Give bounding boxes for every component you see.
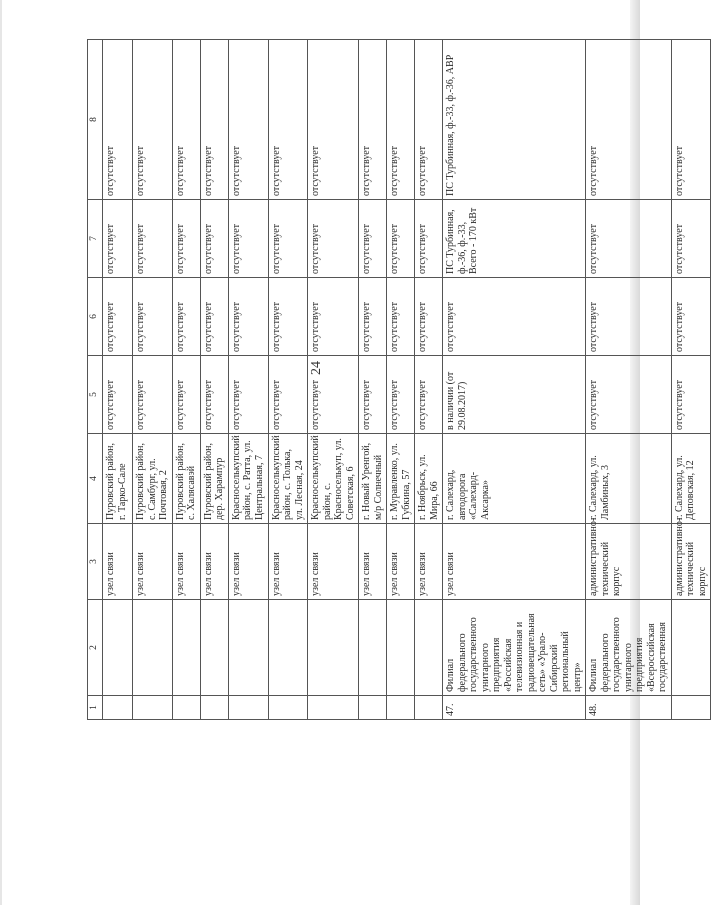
organization-cell xyxy=(172,600,200,696)
column5-cell: отсутствует xyxy=(103,356,133,434)
column6-cell: отсутствует xyxy=(228,278,268,356)
column8-cell: отсутствует xyxy=(103,40,133,200)
column8-cell: отсутствует xyxy=(228,40,268,200)
column5-cell: отсутствует xyxy=(200,356,228,434)
column7-cell: отсутствует xyxy=(228,200,268,278)
object-type-cell: узел связи xyxy=(415,524,443,600)
column6-cell: отсутствует xyxy=(200,278,228,356)
column5-cell: отсутствует xyxy=(228,356,268,434)
address-cell: Пуровский район, дер. Харампур xyxy=(200,434,228,524)
table-row xyxy=(133,40,173,720)
object-type-cell: узел связи xyxy=(103,524,133,600)
column5-cell: отсутствует xyxy=(586,356,672,434)
row-number: 48. xyxy=(586,696,672,720)
column-number-4: 4 xyxy=(88,434,103,524)
column-number-5: 5 xyxy=(88,356,103,434)
column-number-7: 7 xyxy=(88,200,103,278)
row-number xyxy=(359,696,387,720)
column6-cell: отсутствует xyxy=(671,278,711,356)
address-cell: г. Салехард, ул. Деповская, 12 xyxy=(671,434,711,524)
column-number-6: 6 xyxy=(88,278,103,356)
column8-cell: отсутствует xyxy=(133,40,173,200)
table-row xyxy=(387,40,415,720)
column6-cell: отсутствует xyxy=(415,278,443,356)
table-row xyxy=(103,40,133,720)
table-row xyxy=(671,40,711,720)
column-number-3: 3 xyxy=(88,524,103,600)
column-number-8: 8 xyxy=(88,40,103,200)
column8-cell: отсутствует xyxy=(200,40,228,200)
address-cell: г. Новый Уренгой, м/р Солнечный xyxy=(359,434,387,524)
organization-cell xyxy=(387,600,415,696)
organization-cell xyxy=(268,600,308,696)
object-type-cell: узел связи xyxy=(172,524,200,600)
organization-cell xyxy=(103,600,133,696)
column7-cell: отсутствует xyxy=(586,200,672,278)
column6-cell: отсутствует xyxy=(586,278,672,356)
column7-cell: отсутствует xyxy=(103,200,133,278)
table-row xyxy=(586,40,672,720)
object-type-cell: административно-технический корпус xyxy=(586,524,672,600)
column8-cell: отсутствует xyxy=(415,40,443,200)
row-number xyxy=(268,696,308,720)
object-type-cell: узел связи xyxy=(228,524,268,600)
column5-cell: отсутствует xyxy=(133,356,173,434)
table-container xyxy=(87,40,708,720)
column6-cell: отсутствует xyxy=(359,278,387,356)
row-number xyxy=(228,696,268,720)
address-cell: г. Салехард, автодорога «Салехард-Аксарка» xyxy=(443,434,586,524)
column5-cell: отсутствует xyxy=(308,356,359,434)
column8-cell: отсутствует xyxy=(308,40,359,200)
table-row xyxy=(228,40,268,720)
column7-cell: ПС Турбинная, ф.-36, ф.-33, Всего - 170 кВт xyxy=(443,200,586,278)
address-cell: Красноселькупский район, с. Красноселькуп, ул. Советская, 6 xyxy=(308,434,359,524)
column5-cell: отсутствует xyxy=(359,356,387,434)
column5-cell: отсутствует xyxy=(415,356,443,434)
address-cell: г. Ноябрьск, ул. Мира, 66 xyxy=(415,434,443,524)
address-cell: Пуровский район, с. Самбург, ул. Почтовая, 2 xyxy=(133,434,173,524)
column7-cell: отсутствует xyxy=(200,200,228,278)
address-cell: Красноселькупский район, с. Толька, ул. Лесная, 24 xyxy=(268,434,308,524)
row-number xyxy=(200,696,228,720)
column6-cell: отсутствует xyxy=(133,278,173,356)
address-cell: Пуровский район, г. Тарко-Сале xyxy=(103,434,133,524)
table-row xyxy=(443,40,586,720)
column8-cell: отсутствует xyxy=(671,40,711,200)
column7-cell: отсутствует xyxy=(268,200,308,278)
column6-cell: отсутствует xyxy=(387,278,415,356)
row-number: 47. xyxy=(443,696,586,720)
table-row xyxy=(359,40,387,720)
table-header-row xyxy=(88,40,103,720)
address-cell: г. Салехард, ул. Ламбиных, 3 xyxy=(586,434,672,524)
organization-cell xyxy=(671,600,711,696)
column-number-2: 2 xyxy=(88,600,103,696)
object-type-cell: узел связи xyxy=(308,524,359,600)
column7-cell: отсутствует xyxy=(415,200,443,278)
column8-cell: ПС Турбинная, ф.-33, ф.-36, АВР xyxy=(443,40,586,200)
scan-edge-left xyxy=(0,0,2,905)
column5-cell: отсутствует xyxy=(172,356,200,434)
column8-cell: отсутствует xyxy=(172,40,200,200)
column6-cell: отсутствует xyxy=(172,278,200,356)
organization-cell xyxy=(415,600,443,696)
row-number xyxy=(415,696,443,720)
object-type-cell: узел связи xyxy=(387,524,415,600)
column6-cell: отсутствует xyxy=(308,278,359,356)
organization-cell: Филиал федерального государственного унитарного предприятия «Всероссийская государственная xyxy=(586,600,672,696)
table-row xyxy=(172,40,200,720)
address-cell: Пуровский район, с. Халясавэй xyxy=(172,434,200,524)
organization-cell xyxy=(308,600,359,696)
row-number xyxy=(387,696,415,720)
column6-cell: отсутствует xyxy=(103,278,133,356)
address-cell: г. Муравленко, ул. Губкина, 57 xyxy=(387,434,415,524)
column6-cell: отсутствует xyxy=(443,278,586,356)
object-type-cell: узел связи xyxy=(200,524,228,600)
organization-cell xyxy=(133,600,173,696)
object-type-cell: узел связи xyxy=(133,524,173,600)
column8-cell: отсутствует xyxy=(586,40,672,200)
column5-cell: в наличии (от 29.08.2017) xyxy=(443,356,586,434)
row-number xyxy=(133,696,173,720)
column7-cell: отсутствует xyxy=(172,200,200,278)
column5-cell: отсутствует xyxy=(387,356,415,434)
organization-cell: Филиал федерального государственного унитарного предприятия «Российская телевизионная и радиовещательная сеть» «Урало-Сибирский региональный центр» xyxy=(443,600,586,696)
column7-cell: отсутствует xyxy=(359,200,387,278)
table-row xyxy=(308,40,359,720)
row-number xyxy=(308,696,359,720)
object-type-cell: узел связи xyxy=(268,524,308,600)
column7-cell: отсутствует xyxy=(308,200,359,278)
data-table xyxy=(87,39,711,720)
column6-cell: отсутствует xyxy=(268,278,308,356)
object-type-cell: административно-технический корпус xyxy=(671,524,711,600)
page-number: 24 xyxy=(309,361,324,375)
column8-cell: отсутствует xyxy=(268,40,308,200)
column7-cell: отсутствует xyxy=(133,200,173,278)
column7-cell: отсутствует xyxy=(387,200,415,278)
column5-cell: отсутствует xyxy=(268,356,308,434)
organization-cell xyxy=(200,600,228,696)
object-type-cell: узел связи xyxy=(443,524,586,600)
row-number xyxy=(172,696,200,720)
organization-cell xyxy=(359,600,387,696)
column5-cell: отсутствует xyxy=(671,356,711,434)
table-row xyxy=(415,40,443,720)
address-cell: Красноселькупский район, с. Ратта, ул. Центральная, 7 xyxy=(228,434,268,524)
column7-cell: отсутствует xyxy=(671,200,711,278)
object-type-cell: узел связи xyxy=(359,524,387,600)
row-number xyxy=(103,696,133,720)
column8-cell: отсутствует xyxy=(387,40,415,200)
row-number xyxy=(671,696,711,720)
column-number-1: 1 xyxy=(88,696,103,720)
table-row xyxy=(268,40,308,720)
organization-cell xyxy=(228,600,268,696)
table-row xyxy=(200,40,228,720)
column8-cell: отсутствует xyxy=(359,40,387,200)
